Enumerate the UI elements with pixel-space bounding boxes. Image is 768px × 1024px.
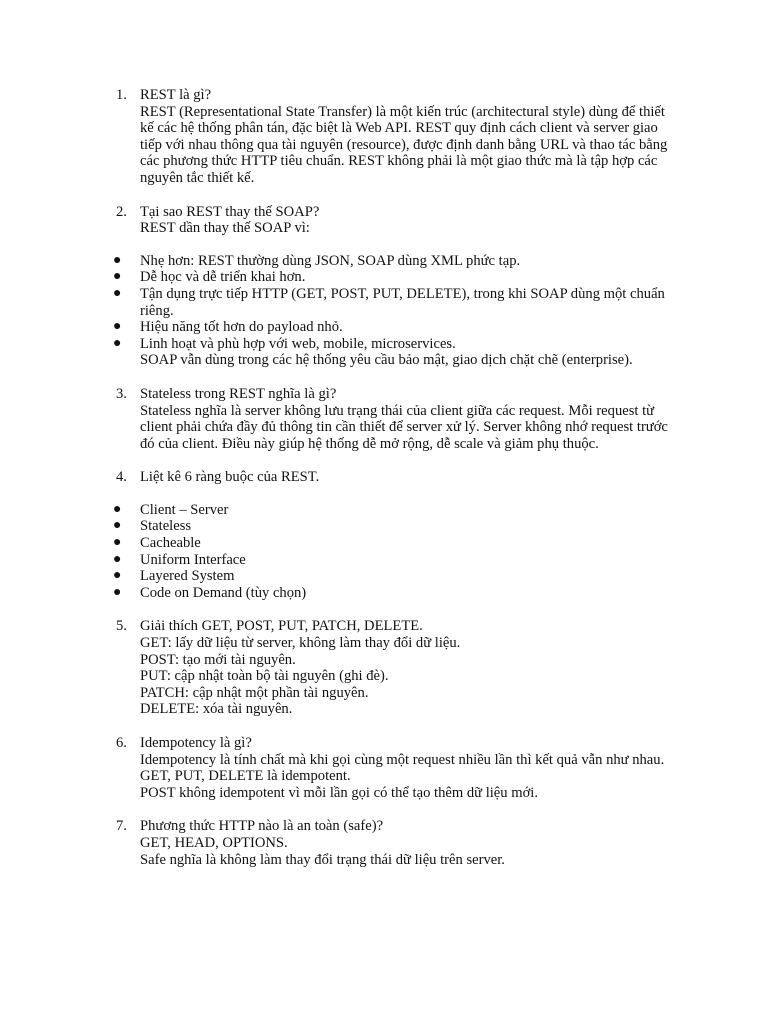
answer-note: SOAP vẫn dùng trong các hệ thống yêu cầu bảo mật, giao dịch chặt chẽ (enterprise). <box>140 352 633 369</box>
answer-line: Safe nghĩa là không làm thay đổi trạng thái dữ liệu trên server. <box>140 851 505 868</box>
answer-line: GET, PUT, DELETE là idempotent. <box>140 768 351 785</box>
question-2 <box>0 204 768 369</box>
list-item: ● Stateless <box>113 518 192 535</box>
answer-line: POST không idempotent vì mỗi lần gọi có thể tạo thêm dữ liệu mới. <box>140 784 539 801</box>
list-item: ● Linh hoạt và phù hợp với web, mobile, microservices. SOAP vẫn dùng trong các hệ thống yêu cầu bảo mật, giao dịch chặt chẽ (enterprise). <box>113 335 633 369</box>
answer-text: REST (Representational State Transfer) là một kiến trúc (architectural style) dùng để thiết kế các hệ thống phân tán, đặc biệt là Web API. REST quy định cách client và server giao tiếp với nhau thông qua tài nguyên (resource), được định danh bằng URL và thao tác bằng các phương thức HTTP tiêu chuẩn. REST không phải là một giao thức mà là tập hợp các nguyên tắc thiết kế. <box>140 103 668 186</box>
question-number: 5. <box>116 618 127 635</box>
list-item: ● Cacheable <box>113 535 201 552</box>
document-page <box>0 87 768 868</box>
list-item: ● Client – Server <box>113 501 229 518</box>
bullet-icon: ● <box>113 568 122 584</box>
answer-text: Stateless nghĩa là server không lưu trạng thái của client giữa các request. Mỗi request từ client phải chứa đầy đủ thông tin cần thiết để server xử lý. Server không nhớ request trước đó của client. Điều này giúp hệ thống dễ mở rộng, dễ scale và giảm phụ thuộc. <box>140 402 668 452</box>
bullet-icon: ● <box>113 551 122 567</box>
bullet-icon: ● <box>113 269 122 285</box>
bullet-icon: ● <box>113 584 122 600</box>
bullet-icon: ● <box>113 518 122 534</box>
answer-line: DELETE: xóa tài nguyên. <box>140 701 293 718</box>
question-6 <box>0 735 768 801</box>
list-item: ● Nhẹ hơn: REST thường dùng JSON, SOAP dùng XML phức tạp. <box>113 252 521 269</box>
answer-line: PATCH: cập nhật một phần tài nguyên. <box>140 684 369 701</box>
answer-line: GET, HEAD, OPTIONS. <box>140 834 288 851</box>
question-4 <box>0 469 768 601</box>
bullet-icon: ● <box>113 501 122 517</box>
list-item: ● Uniform Interface <box>113 551 246 568</box>
question-title: Phương thức HTTP nào là an toàn (safe)? <box>140 818 384 835</box>
bullet-list <box>0 253 768 369</box>
answer-line: GET: lấy dữ liệu từ server, không làm thay đổi dữ liệu. <box>140 635 461 652</box>
question-number: 7. <box>116 818 127 835</box>
question-number: 2. <box>116 203 127 220</box>
bullet-icon: ● <box>113 335 122 351</box>
question-5 <box>0 618 768 718</box>
answer-line: PUT: cập nhật toàn bộ tài nguyên (ghi đè). <box>140 668 389 685</box>
question-number: 1. <box>116 87 127 103</box>
list-item: ● Tận dụng trực tiếp HTTP (GET, POST, PUT, DELETE), trong khi SOAP dùng một chuẩn riêng. <box>113 285 665 319</box>
question-title: Tại sao REST thay thế SOAP? <box>140 203 320 220</box>
question-1 <box>0 87 768 187</box>
list-item: ● Code on Demand (tùy chọn) <box>113 584 307 601</box>
question-title: Stateless trong REST nghĩa là gì? <box>140 385 337 402</box>
question-title: Idempotency là gì? <box>140 735 252 751</box>
question-number: 4. <box>116 469 127 486</box>
answer-intro: REST dần thay thế SOAP vì: <box>140 220 310 237</box>
bullet-icon: ● <box>113 319 122 335</box>
list-item: ● Hiệu năng tốt hơn do payload nhỏ. <box>113 319 343 336</box>
bullet-list <box>0 502 768 602</box>
answer-text: Idempotency là tính chất mà khi gọi cùng một request nhiều lần thì kết quả vẫn như nhau. <box>140 751 665 768</box>
question-title: REST là gì? <box>140 87 212 103</box>
question-number: 6. <box>116 735 127 751</box>
question-title: Liệt kê 6 ràng buộc của REST. <box>140 469 320 486</box>
list-item: ● Dễ học và dễ triển khai hơn. <box>113 269 306 286</box>
bullet-icon: ● <box>113 285 122 301</box>
question-number: 3. <box>116 385 127 402</box>
question-title: Giải thích GET, POST, PUT, PATCH, DELETE. <box>140 618 423 635</box>
bullet-icon: ● <box>113 252 122 268</box>
question-7 <box>0 818 768 868</box>
answer-line: POST: tạo mới tài nguyên. <box>140 651 296 668</box>
question-3 <box>0 386 768 452</box>
bullet-icon: ● <box>113 535 122 551</box>
list-item: ● Layered System <box>113 568 235 585</box>
